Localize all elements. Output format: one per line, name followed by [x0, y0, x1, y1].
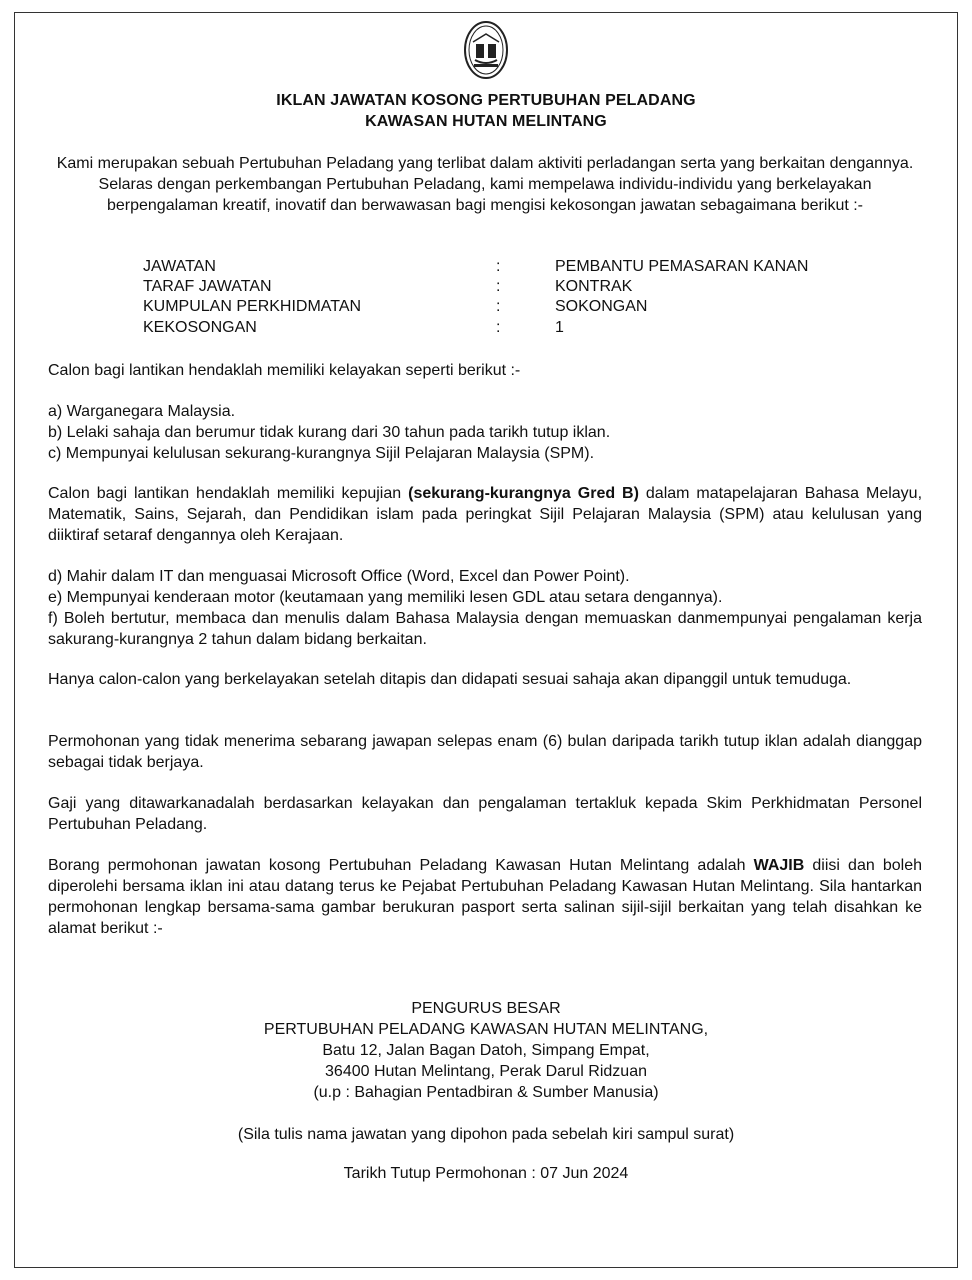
envelope-note: (Sila tulis nama jawatan yang dipohon pada sebelah kiri sampul surat)	[237, 1126, 735, 1143]
additional-requirements-list	[48, 566, 922, 650]
list-item: d) Mahir dalam IT dan menguasai Microsoft Office (Word, Excel dan Power Point).	[48, 568, 630, 585]
spec-value: KONTRAK	[555, 278, 633, 295]
spec-label: JAWATAN	[143, 258, 216, 275]
address-line: 36400 Hutan Melintang, Perak Darul Ridzuan	[325, 1063, 647, 1080]
list-item: b) Lelaki sahaja dan berumur tidak kurang dari 30 tahun pada tarikh tutup iklan.	[48, 424, 611, 441]
list-item: f) Boleh bertutur, membaca dan menulis dalam Bahasa Malaysia dengan memuaskan danmempunyai pengalaman kerja sakurang-kurangnya 2 tahun dalam bidang berkaitan.	[48, 610, 922, 648]
credit-text-end: dalam matapelajaran Bahasa Melayu, Matematik, Sains, Sejarah, dan Pendidikan islam pada peringkat Sijil Pelajaran Malaysia (SPM) atau kelulusan yang diiktiraf setaraf dengannya oleh Kerajaan.	[48, 485, 923, 544]
qualification-intro: Calon bagi lantikan hendaklah memiliki kelayakan seperti berikut :-	[48, 362, 521, 379]
address-line: PERTUBUHAN PELADANG KAWASAN HUTAN MELINTANG,	[263, 1021, 709, 1038]
address-block	[0, 998, 972, 1103]
closing-date: Tarikh Tutup Permohonan : 07 Jun 2024	[343, 1165, 629, 1182]
intro-paragraph: Kami merupakan sebuah Pertubuhan Peladang yang terlibat dalam aktiviti perladangan serta yang berkaitan dengannya. Selaras dengan perkembangan Pertubuhan Peladang, kami mempelawa individu-individu yang berkelayakan berpengalaman kreatif, inovatif dan berwawasan bagi mengisi kekosongan jawatan sebagaimana berikut :-	[56, 155, 914, 214]
address-line: (u.p : Bahagian Pentadbiran & Sumber Manusia)	[313, 1084, 659, 1101]
title-line-1: IKLAN JAWATAN KOSONG PERTUBUHAN PELADANG	[276, 92, 696, 109]
spec-label: KUMPULAN PERKHIDMATAN	[143, 298, 362, 315]
shortlist-paragraph: Hanya calon-calon yang berkelayakan setelah ditapis dan didapati sesuai sahaja akan dipanggil untuk temuduga.	[48, 671, 852, 688]
list-item: c) Mempunyai kelulusan sekurang-kurangnya Sijil Pelajaran Malaysia (SPM).	[48, 445, 595, 462]
list-item: e) Mempunyai kenderaan motor (keutamaan yang memiliki lesen GDL atau setara dengannya).	[48, 589, 723, 606]
salary-paragraph: Gaji yang ditawarkanadalah berdasarkan kelayakan dan pengalaman tertakluk kepada Skim Perkhidmatan Personel Pertubuhan Peladang.	[48, 795, 922, 833]
spec-value: SOKONGAN	[555, 298, 648, 315]
spec-value: PEMBANTU PEMASARAN KANAN	[555, 258, 809, 275]
application-form-paragraph	[48, 855, 922, 939]
credit-grade-emphasis: (sekurang-kurangnya Gred B)	[408, 485, 639, 502]
spec-label: KEKOSONGAN	[143, 319, 257, 336]
form-text-end: diisi dan boleh diperolehi bersama iklan ini atau datang terus ke Pejabat Pertubuhan Peladang Kawasan Hutan Melintang. Sila hantarkan permohonan lengkap bersama-sama gambar berukuran pasport serta salinan sijil-sijil berkaitan yang telah disahkan ke alamat berikut :-	[48, 857, 923, 937]
title-line-2: KAWASAN HUTAN MELINTANG	[365, 113, 607, 130]
address-line: Batu 12, Jalan Bagan Datoh, Simpang Empat,	[322, 1042, 650, 1059]
spec-value: 1	[555, 319, 564, 336]
spec-colon: :	[496, 278, 501, 295]
mandatory-emphasis: WAJIB	[753, 857, 805, 874]
pertubuhan-peladang-logo	[463, 20, 509, 80]
list-item: a) Warganegara Malaysia.	[48, 403, 236, 420]
spec-colon: :	[496, 319, 501, 336]
unsuccessful-paragraph: Permohonan yang tidak menerima sebarang jawapan selepas enam (6) bulan daripada tarikh tutup iklan adalah dianggap sebagai tidak berjaya.	[48, 733, 922, 771]
credit-paragraph	[48, 483, 922, 546]
form-text-start: Borang permohonan jawatan kosong Pertubuhan Peladang Kawasan Hutan Melintang adalah	[48, 857, 754, 874]
spec-colon: :	[496, 298, 501, 315]
address-line: PENGURUS BESAR	[411, 1000, 561, 1017]
credit-text-start: Calon bagi lantikan hendaklah memiliki kepujian	[48, 485, 409, 502]
spec-label: TARAF JAWATAN	[143, 278, 272, 295]
qualification-list	[48, 401, 922, 464]
spec-colon: :	[496, 258, 501, 275]
